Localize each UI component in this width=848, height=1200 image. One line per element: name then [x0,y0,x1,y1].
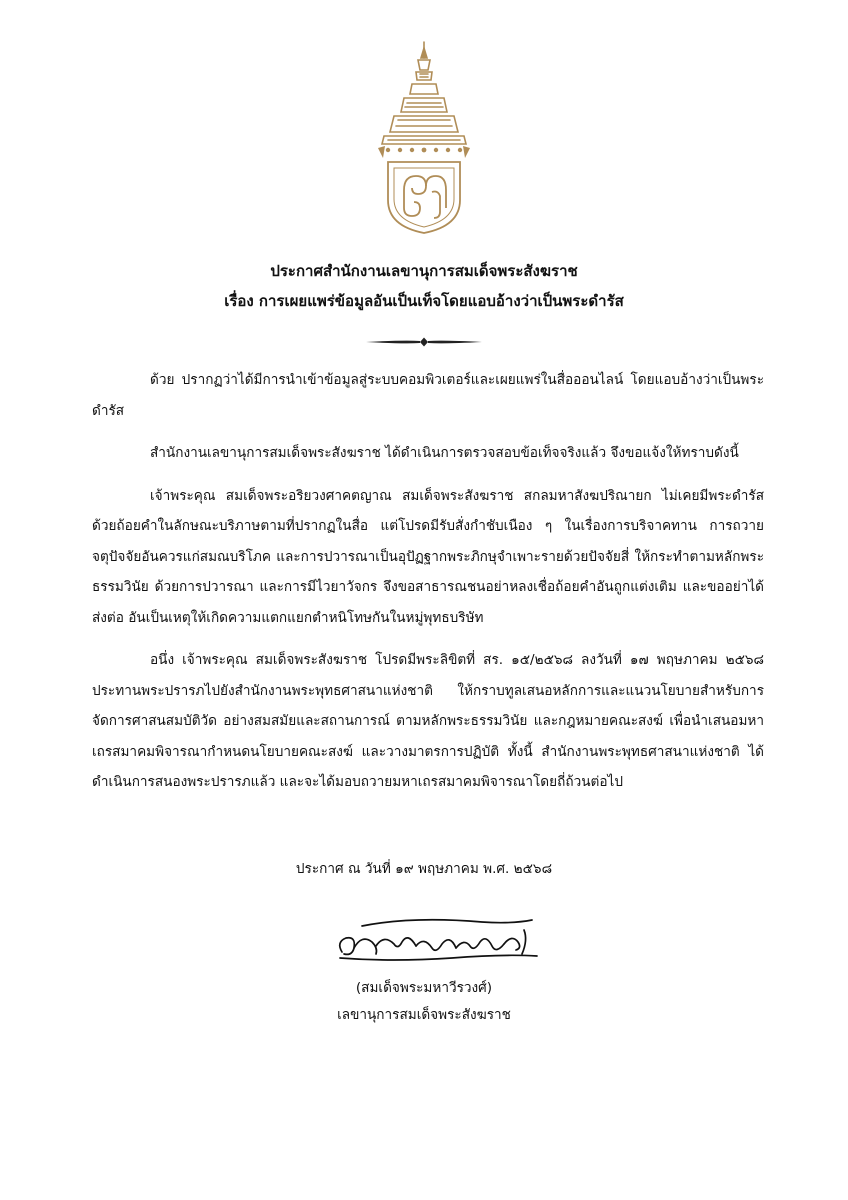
ornamental-divider-icon [364,336,484,348]
paragraph: อนึ่ง เจ้าพระคุณ สมเด็จพระสังฆราช โปรดมีพระลิขิตที่ สร. ๑๕/๒๕๖๘ ลงวันที่ ๑๗ พฤษภาคม ๒๕๖๘ ประทานพระปรารภไปยังสำนักงานพระพุทธศาสนาแห่งชาติ ให้กราบทูลเสนอหลักการและแนวนโยบายสำหรับการจัดการศาสนสมบัติวัด อย่างสมสมัยและสถานการณ์ ตามหลักพระธรรมวินัย และกฎหมายคณะสงฆ์ เพื่อนำเสนอมหาเถรสมาคมพิจารณากำหนดนโยบายคณะสงฆ์ และวางมาตรการปฏิบัติ ทั้งนี้ สำนักงานพระพุทธศาสนาแห่งชาติ ได้ดำเนินการสนองพระปรารภแล้ว และจะได้มอบถวายมหาเถรสมาคมพิจารณาโดยถี่ถ้วนต่อไป [92,652,764,790]
paragraph: สำนักงานเลขานุการสมเด็จพระสังฆราช ได้ดำเนินการตรวจสอบข้อเท็จจริงแล้ว จึงขอแจ้งให้ทราบดังนี้ [150,445,739,461]
sangharaja-office-emblem-icon [374,40,474,235]
announcement-body [92,365,764,810]
signatory-position: เลขานุการสมเด็จพระสังฆราช [337,1007,511,1023]
announcement-subject: เรื่อง การเผยแพร่ข้อมูลอันเป็นเท็จโดยแอบอ้างว่าเป็นพระดำรัส [224,292,624,310]
handwritten-signature [332,912,542,970]
paragraph: ด้วย ปรากฏว่าได้มีการนำเข้าข้อมูลสู่ระบบคอมพิวเตอร์และเผยแพร่ในสื่อออนไลน์ โดยแอบอ้างว่าเป็นพระดำรัส [92,372,764,419]
announcement-date: ประกาศ ณ วันที่ ๑๙ พฤษภาคม พ.ศ. ๒๕๖๘ [295,861,553,877]
announcement-title: ประกาศสำนักงานเลขานุการสมเด็จพระสังฆราช [270,262,578,280]
paragraph: เจ้าพระคุณ สมเด็จพระอริยวงศาคตญาณ สมเด็จพระสังฆราช สกลมหาสังฆปริณายก ไม่เคยมีพระดำรัสด้วยถ้อยคำในลักษณะบริภาษตามที่ปรากฏในสื่อ แต่โปรดมีรับสั่งกำชับเนือง ๆ ในเรื่องการบริจาคทาน การถวายจตุปัจจัยอันควรแก่สมณบริโภค และการปวารณาเป็นอุปัฏฐากพระภิกษุจำเพาะรายด้วยปัจจัยสี่ ให้กระทำตามหลักพระธรรมวินัย ด้วยการปวารณา และการมีไวยาวัจกร จึงขอสาธารณชนอย่าหลงเชื่อถ้อยคำอันถูกแต่งเติม และขออย่าได้ส่งต่อ อันเป็นเหตุให้เกิดความแตกแยกตำหนิโทษกันในหมู่พุทธบริษัท [92,487,764,626]
signatory-name: (สมเด็จพระมหาวีรวงศ์) [355,980,493,996]
